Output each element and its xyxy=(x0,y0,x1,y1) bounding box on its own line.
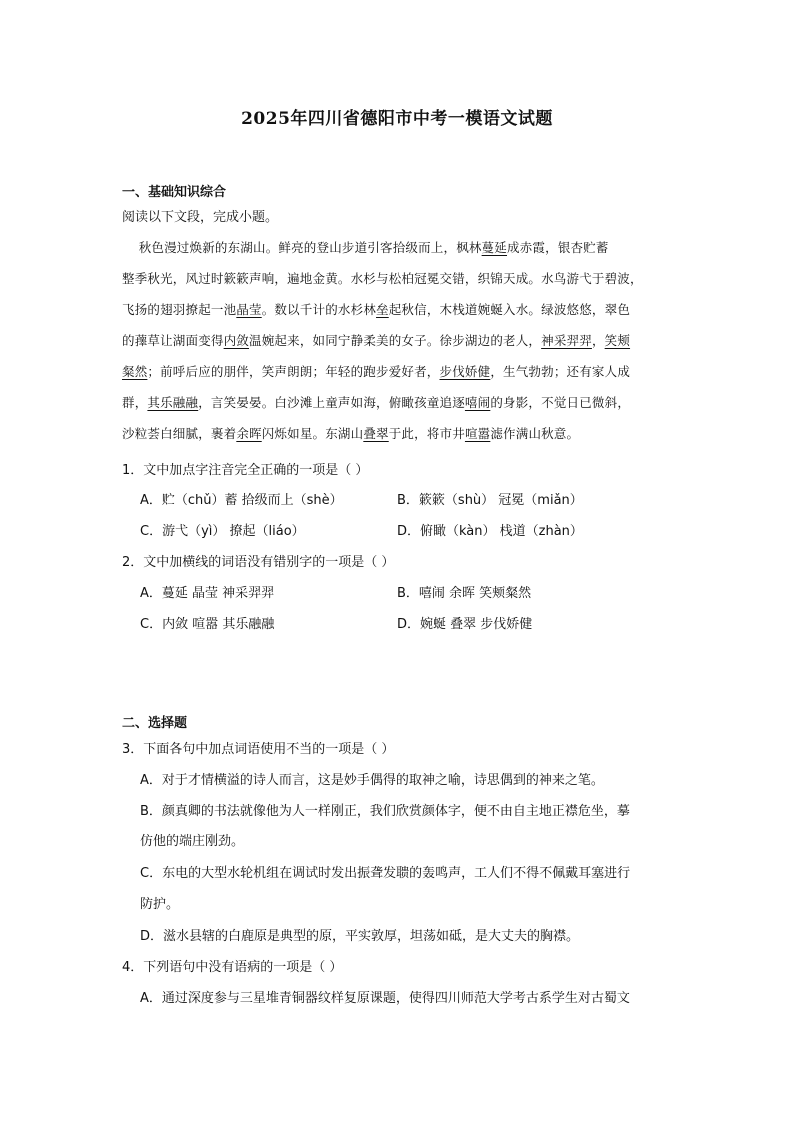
underlined-term: 晶莹 xyxy=(236,302,262,317)
passage-text: 闪烁如星。东湖山 xyxy=(261,426,364,441)
question-3-option-c-continued: 防护。 xyxy=(140,897,180,912)
underlined-term: 步伐娇健 xyxy=(439,364,491,379)
question-1-stem: 1．文中加点字注音完全正确的一项是（ ） xyxy=(122,463,369,478)
question-2-option-b: B．嘻闹 余晖 笑颊粲然 xyxy=(397,586,532,601)
question-1-option-c: C．游弋（yì） 撩起（liáo） xyxy=(140,524,305,539)
passage-text: 的蘀草让湖面变得 xyxy=(122,333,224,348)
underlined-term: 垒 xyxy=(376,302,389,317)
underlined-term: 其乐融融 xyxy=(147,395,199,410)
passage-text: 整季秋光，风过时簌簌声响，遍地金黄。水杉与松柏冠冕交错，织锦天成。水鸟游弋于碧波， xyxy=(122,271,643,286)
passage-line xyxy=(122,331,674,349)
passage-line xyxy=(122,300,674,318)
passage-text: 滤作满山秋意。 xyxy=(490,426,580,441)
underlined-term: 笑颊 xyxy=(604,333,631,348)
passage-line xyxy=(122,393,674,411)
question-3-stem: 3．下面各句中加点词语使用不当的一项是（ ） xyxy=(122,742,395,757)
question-3-option-c: C．东电的大型水轮机组在调试时发出振聋发聩的轰鸣声，工人们不得不佩戴耳塞进行 xyxy=(140,866,631,881)
passage-line xyxy=(122,362,674,380)
question-2-option-a: A．蔓延 晶莹 神采羿羿 xyxy=(140,586,275,601)
underlined-term: 蔓延 xyxy=(481,240,508,255)
underlined-term: 叠翠 xyxy=(363,426,389,441)
question-3-option-a: A．对于才情横溢的诗人而言，这是妙手偶得的取神之喻，诗思偶到的神来之笔。 xyxy=(140,773,604,788)
question-4-option-a: A．通过深度参与三星堆青铜器纹样复原课题，使得四川师范大学考古系学生对古蜀文 xyxy=(140,991,630,1006)
passage-text: 温婉起来，如同宁静柔美的女子。徐步湖边的老人， xyxy=(249,333,542,348)
question-2-option-c: C．内敛 喧嚣 其乐融融 xyxy=(140,617,275,632)
question-3-option-b-continued: 仿他的端庄刚劲。 xyxy=(140,834,245,849)
underlined-term: 内敛 xyxy=(223,333,250,348)
passage-line xyxy=(122,269,674,287)
question-1-option-d: D．俯瞰（kàn） 栈道（zhàn） xyxy=(397,524,583,539)
passage-text: ， xyxy=(591,333,605,348)
passage-text: 沙粒荟白细腻，裹着 xyxy=(122,426,237,441)
underlined-term: 嘻闹 xyxy=(464,395,491,410)
passage-text: 成赤霞，银杏贮蓄 xyxy=(507,240,609,255)
passage-text: 飞扬的翅羽撩起一池 xyxy=(122,302,237,317)
question-3-option-d: D．滋水县辖的白鹿原是典型的原，平实敦厚，坦荡如砥，是大丈夫的胸襟。 xyxy=(140,929,580,944)
passage-line xyxy=(122,238,674,256)
passage-line xyxy=(122,424,674,442)
question-1-option-b: B．簌簌（shù） 冠冕（miǎn） xyxy=(397,493,583,508)
page-title: 2025年四川省德阳市中考一模语文试题 xyxy=(241,109,553,129)
reading-instruction: 阅读以下文段，完成小题。 xyxy=(122,210,279,225)
section-heading-choice: 二、选择题 xyxy=(122,716,188,731)
underlined-term: 喧嚣 xyxy=(464,426,491,441)
underlined-term: 神采羿羿 xyxy=(541,333,592,348)
section-heading-basic-knowledge: 一、基础知识综合 xyxy=(122,185,227,200)
question-3-option-b: B．颜真卿的书法就像他为人一样刚正，我们欣赏颜体字，便不由自主地正襟危坐，摹 xyxy=(140,804,630,819)
passage-text: ，言笑晏晏。白沙滩上童声如海，俯瞰孩童追逐 xyxy=(198,395,465,410)
question-1-option-a: A．贮（chǔ）蓄 拾级而上（shè） xyxy=(140,493,343,508)
passage-text: 。数以千计的水杉林 xyxy=(261,302,377,317)
passage-text: 于此，将市井 xyxy=(388,426,465,441)
passage-text: ；前呼后应的朋伴，笑声朗朗；年轻的跑步爱好者， xyxy=(147,364,440,379)
question-4-stem: 4．下列语句中没有语病的一项是（ ） xyxy=(122,960,343,975)
passage-text: 的身影，不觉日已微斜， xyxy=(490,395,631,410)
passage-text: ，生气勃勃；还有家人成 xyxy=(490,364,631,379)
passage-text: 秋色漫过焕新的东湖山。鲜亮的登山步道引客拾级而上，枫林 xyxy=(122,240,482,255)
passage-text: 群， xyxy=(122,395,148,410)
underlined-term: 余晖 xyxy=(236,426,262,441)
underlined-term: 粲然 xyxy=(122,364,148,379)
question-2-stem: 2．文中加横线的词语没有错别字的一项是（ ） xyxy=(122,555,395,570)
passage-text: 起秋信，木栈道婉蜒入水。绿波悠悠，翠色 xyxy=(388,302,631,317)
question-2-option-d: D．婉蜒 叠翠 步伐娇健 xyxy=(397,617,533,632)
